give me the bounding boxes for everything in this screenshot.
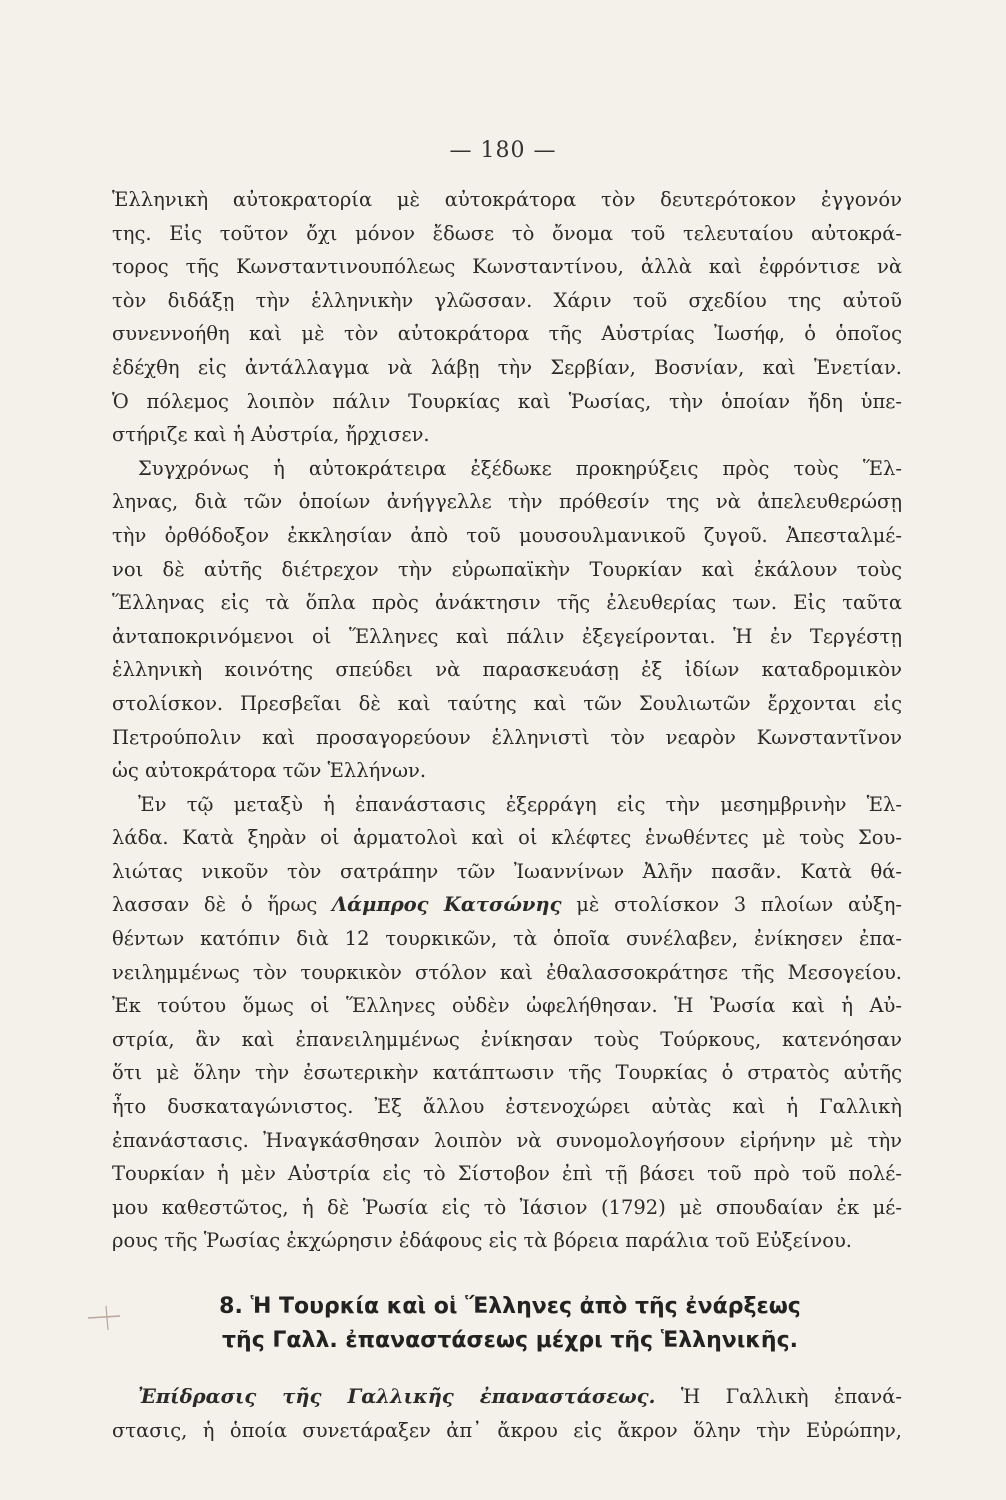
text-line: ἀνταποκρινόμενοι οἱ Ἕλληνες καὶ πάλιν ἐξεγείρονται. Ἡ ἐν Τεργέστῃ xyxy=(112,624,902,648)
paragraph-1 xyxy=(112,183,902,452)
text-line: τὸν διδάξῃ τὴν ἑλληνικὴν γλῶσσαν. Χάριν τοῦ σχεδίου της αὐτοῦ xyxy=(112,288,902,312)
text-line: συνεννοήθη καὶ μὲ τὸν αὐτοκράτορα τῆς Αὐστρίας Ἰωσήφ, ὁ ὁποῖος xyxy=(112,322,902,346)
text-line xyxy=(112,1380,902,1414)
text-fragment: μὲ στολίσκον 3 πλοίων αὐξη- xyxy=(561,893,903,917)
text-line: της. Εἰς τοῦτον ὄχι μόνον ἔδωσε τὸ ὄνομα τοῦ τελευταίου αὐτοκρά- xyxy=(112,221,902,245)
text-line: θέντων κατόπιν διὰ 12 τουρκικῶν, τὰ ὁποῖα συνέλαβεν, ἐνίκησεν ἐπα- xyxy=(112,927,902,951)
page-number: — 180 — xyxy=(449,138,557,163)
text-line: Ἐκ τούτου ὅμως οἱ Ἕλληνες οὐδὲν ὠφελήθησαν. Ἡ Ῥωσία καὶ ἡ Αὐ- xyxy=(112,994,902,1018)
paragraph-subtitle: Ἐπίδρασις τῆς Γαλλικῆς ἐπαναστάσεως. xyxy=(138,1385,656,1408)
text-line: ὅτι μὲ ὅλην τὴν ἐσωτερικὴν κατάπτωσιν τῆς Τουρκίας ὁ στρατὸς αὐτῆς xyxy=(112,1061,902,1085)
text-line: στασις, ἡ ὁποία συνετάραξεν ἀπ᾿ ἄκρου εἰς ἄκρον ὅλην τὴν Εὐρώπην, xyxy=(112,1418,902,1442)
section-heading-line-2: τῆς Γαλλ. ἐπαναστάσεως μέχρι τῆς Ἑλληνικῆς. xyxy=(222,1328,798,1353)
paragraph-3 xyxy=(112,788,902,1258)
text-line: στρία, ἂν καὶ ἐπανειλημμένως ἐνίκησαν τοὺς Τούρκους, κατενόησαν xyxy=(112,1027,902,1051)
text-line: Ἐν τῷ μεταξὺ ἡ ἐπανάστασις ἐξερράγη εἰς τὴν μεσημβρινὴν Ἑλ- xyxy=(138,792,902,816)
text-fragment: λασσαν δὲ ὁ ἥρως xyxy=(112,893,333,917)
body-text xyxy=(112,183,902,1258)
text-line: λιώτας νικοῦν τὸν σατράπην τῶν Ἰωαννίνων Ἀλῆν πασᾶν. Κατὰ θά- xyxy=(112,859,902,883)
text-line: τὴν ὀρθόδοξον ἐκκλησίαν ἀπὸ τοῦ μουσουλμανικοῦ ζυγοῦ. Ἀπεσταλμέ- xyxy=(112,523,902,547)
text-line: λάδα. Κατὰ ξηρὰν οἱ ἁρματολοὶ καὶ οἱ κλέφτες ἑνωθέντες μὲ τοὺς Σου- xyxy=(112,826,902,850)
section-heading-line-1: 8. Ἡ Τουρκία καὶ οἱ Ἕλληνες ἀπὸ τῆς ἐνάρξεως xyxy=(219,1294,801,1319)
text-line: Πετρούπολιν καὶ προσαγορεύουν ἑλληνιστὶ τὸν νεαρὸν Κωνσταντῖνον xyxy=(112,725,902,749)
text-line: στολίσκον. Πρεσβεῖαι δὲ καὶ ταύτης καὶ τῶν Σουλιωτῶν ἔρχονται εἰς xyxy=(112,691,902,715)
pencil-mark-icon xyxy=(86,1304,124,1332)
text-line: Ὁ πόλεμος λοιπὸν πάλιν Τουρκίας καὶ Ῥωσίας, τὴν ὁποίαν ἤδη ὑπε- xyxy=(112,389,902,413)
section-paragraph xyxy=(112,1380,902,1447)
text-line: ληνας, διὰ τῶν ὁποίων ἀνήγγελλε τὴν πρόθεσίν της νὰ ἀπελευθερώσῃ xyxy=(112,490,902,514)
text-line: ρους τῆς Ῥωσίας ἐκχώρησιν ἐδάφους εἰς τὰ βόρεια παράλια τοῦ Εὐξείνου. xyxy=(112,1229,852,1253)
text-line: ὡς αὐτοκράτορα τῶν Ἑλλήνων. xyxy=(112,759,427,783)
text-line: Τουρκίαν ἡ μὲν Αὐστρία εἰς τὸ Σίστοβον ἐπὶ τῇ βάσει τοῦ πρὸ τοῦ πολέ- xyxy=(112,1162,902,1186)
text-line: ἐδέχθη εἰς ἀντάλλαγμα νὰ λάβῃ τὴν Σερβίαν, Βοσνίαν, καὶ Ἑνετίαν. xyxy=(112,355,902,379)
text-line: Συγχρόνως ἡ αὐτοκράτειρα ἐξέδωκε προκηρύξεις πρὸς τοὺς Ἕλ- xyxy=(138,456,902,480)
text-line: νοι δὲ αὐτῆς διέτρεχον τὴν εὐρωπαϊκὴν Τουρκίαν καὶ ἐκάλουν τοὺς xyxy=(112,557,902,581)
text-line: νειλημμένως τὸν τουρκικὸν στόλον καὶ ἐθαλασσοκράτησε τῆς Μεσογείου. xyxy=(112,960,902,984)
text-line: ἐπανάστασις. Ἠναγκάσθησαν λοιπὸν νὰ συνομολογήσουν εἰρήνην μὲ τὴν xyxy=(112,1128,902,1152)
text-line: τορος τῆς Κωνσταντινουπόλεως Κωνσταντίνου, ἀλλὰ καὶ ἐφρόντισε νὰ xyxy=(112,255,902,279)
paragraph-2 xyxy=(112,452,902,788)
emphasized-name: Λάμπρος Κατσώνης xyxy=(332,893,562,917)
text-line: Ἕλληνας εἰς τὰ ὅπλα πρὸς ἀνάκτησιν τῆς ἐλευθερίας των. Εἰς ταῦτα xyxy=(112,591,902,615)
text-line: Ἑλληνικὴ αὐτοκρατορία μὲ αὐτοκράτορα τὸν δευτερότοκον ἐγγονόν xyxy=(112,188,902,211)
section-heading xyxy=(150,1290,870,1358)
text-line: στήριζε καὶ ἡ Αὐστρία, ἤρχισεν. xyxy=(112,423,430,447)
text-line xyxy=(112,888,902,922)
text-fragment: Ἡ Γαλλικὴ ἐπανά- xyxy=(655,1385,902,1408)
text-line: ἑλληνικὴ κοινότης σπεύδει νὰ παρασκευάσῃ ἐξ ἰδίων καταδρομικὸν xyxy=(112,658,902,682)
text-line: ἦτο δυσκαταγώνιστος. Ἐξ ἄλλου ἐστενοχώρει αὐτὰς καὶ ἡ Γαλλικὴ xyxy=(112,1095,902,1119)
text-line: μου καθεστῶτος, ἡ δὲ Ῥωσία εἰς τὸ Ἰάσιον (1792) μὲ σπουδαίαν ἐκ μέ- xyxy=(112,1195,902,1219)
